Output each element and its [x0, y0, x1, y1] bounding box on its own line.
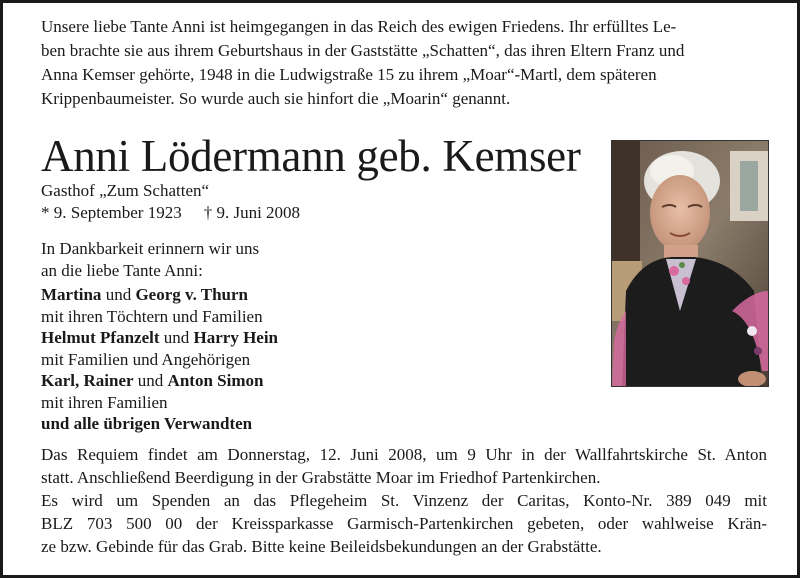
- thanks-text: [41, 238, 259, 282]
- closing-line: BLZ 703 500 00 der Kreissparkasse Garmisch-Partenkirchen gebeten, oder wahlweise Krän-: [41, 514, 767, 533]
- mourner-joiner: und: [159, 328, 194, 347]
- mourner-name: Georg v. Thurn: [135, 285, 249, 304]
- life-dates: [41, 202, 300, 224]
- thanks-line: In Dankbarkeit erinnern wir uns: [41, 239, 260, 258]
- intro-line: Anna Kemser gehörte, 1948 in die Ludwigstraße 15 zu ihrem „Moar“-Martl, dem späteren: [41, 65, 657, 84]
- thanks-line: an die liebe Tante Anni:: [41, 261, 203, 280]
- closing-line: statt. Anschließend Beerdigung in der Grabstätte Moar im Friedhof Partenkirchen.: [41, 468, 601, 487]
- portrait-photo: [611, 140, 769, 387]
- closing-line: ze bzw. Gebinde für das Grab. Bitte keine Beileidsbekundungen an der Grabstätte.: [41, 537, 602, 556]
- intro-paragraph: [41, 15, 769, 111]
- mourner-name: und alle übrigen Verwandten: [41, 414, 253, 433]
- mourner-joiner: und: [101, 285, 136, 304]
- mourner-line: [41, 327, 278, 349]
- deceased-name: Anni Lödermann geb. Kemser: [41, 131, 581, 181]
- death-date: † 9. Juni 2008: [203, 203, 301, 222]
- intro-line: Unsere liebe Tante Anni ist heimgegangen in das Reich des ewigen Friedens. Ihr erfülltes Le-: [41, 17, 677, 36]
- mourner-line: mit Familien und Angehörigen: [41, 349, 251, 369]
- gasthof-line: Gasthof „Zum Schatten“: [41, 181, 210, 200]
- mourner-name: Martina: [41, 285, 102, 304]
- mourner-line: [41, 284, 278, 306]
- mourner-name: Anton Simon: [167, 371, 264, 390]
- birth-date: * 9. September 1923: [41, 203, 182, 222]
- mourner-name: Harry Hein: [193, 328, 279, 347]
- mourner-joiner: und: [133, 371, 168, 390]
- mourner-line: mit ihren Familien: [41, 392, 168, 412]
- mourner-line: [41, 370, 278, 392]
- closing-line: Es wird um Spenden an das Pflegeheim St. Vinzenz der Caritas, Konto-Nr. 389 049 mit: [41, 491, 767, 510]
- intro-line: Krippenbaumeister. So wurde auch sie hinfort die „Moarin“ genannt.: [41, 89, 511, 108]
- intro-line: ben brachte sie aus ihrem Geburtshaus in der Gaststätte „Schatten“, das ihren Eltern Franz und: [41, 41, 685, 60]
- mourners-list: [41, 284, 278, 435]
- closing-paragraph: [41, 443, 767, 558]
- mourner-name: Karl, Rainer: [41, 371, 134, 390]
- mourner-name: Helmut Pfanzelt: [41, 328, 160, 347]
- mourner-line: mit ihren Töchtern und Familien: [41, 306, 263, 326]
- closing-line: Das Requiem findet am Donnerstag, 12. Juni 2008, um 9 Uhr in der Wallfahrtskirche St. Anton: [41, 445, 767, 464]
- mourner-line: [41, 413, 278, 435]
